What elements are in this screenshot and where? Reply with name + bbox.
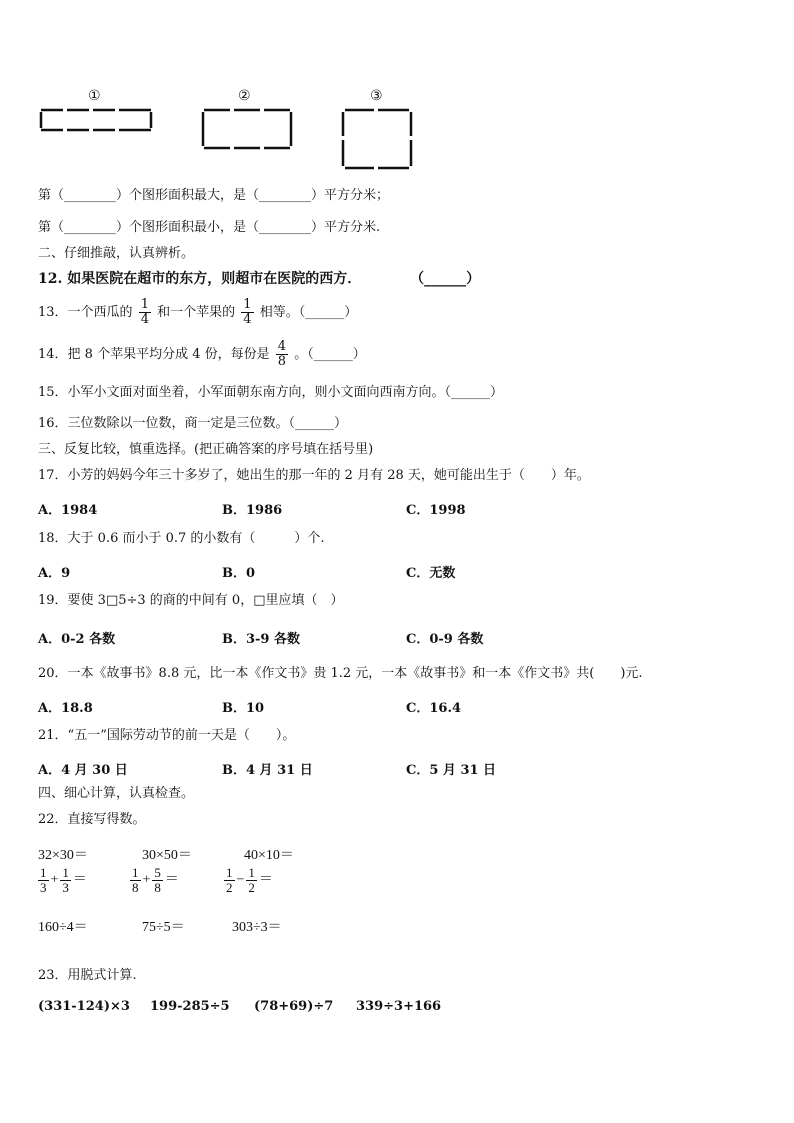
q22-row3-item1: 160÷4＝ (38, 920, 88, 935)
question-17-option-c: C．1998 (406, 503, 466, 518)
question-18-option-a: A．9 (38, 566, 71, 581)
q22-row2-item2: $\frac{1}{8}$ + $\frac{5}{8}$ ＝ (132, 865, 179, 895)
question-15: 15．小军小文面对面坐着，小军面朝东南方向，则小文面向西南方向。（______） (38, 385, 504, 400)
question-14-pre: 14．把 8 个苹果平均分成 4 份，每份是 (38, 347, 270, 362)
question-18-option-c: C．无数 (406, 566, 456, 581)
question-19-option-a: A．0-2 各数 (38, 632, 116, 647)
q23-item1: (331-124)×3 (38, 999, 130, 1014)
question-13-post: 相等。（______） (259, 305, 358, 320)
question-16: 16．三位数除以一位数，商一定是三位数。（______） (38, 416, 348, 431)
q23-item4: 339÷3+166 (356, 999, 442, 1014)
question-21-option-c: C．5 月 31 日 (406, 763, 497, 778)
fraction-one-quarter-2: $\frac{1}{4}$ (243, 297, 252, 327)
question-22-title: 22．直接写得数。 (38, 812, 146, 827)
q22-row3-item2: 75÷5＝ (142, 920, 185, 935)
question-21-option-b: B．4 月 31 日 (222, 763, 313, 778)
question-12-text: 12. 如果医院在超市的东方，则超市在医院的西方． (38, 271, 362, 287)
section-2-title: 二、仔细推敲，认真辨析。 (38, 246, 195, 261)
q22-row1-item2: 30×50＝ (142, 848, 192, 863)
figure-1-rectangle (38, 106, 154, 134)
question-20-option-a: A．18.8 (38, 701, 93, 716)
question-20-option-b: B．10 (222, 701, 265, 716)
figure-2-label: ② (238, 88, 251, 104)
area-question-smallest: 第（________）个图形面积最小，是（________）平方分米. (38, 220, 381, 235)
question-17-option-b: B．1986 (222, 503, 283, 518)
q22-row2-item1: $\frac{1}{3}$ + $\frac{1}{3}$ ＝ (40, 865, 87, 895)
question-12 (38, 271, 480, 287)
question-13-mid: 和一个苹果的 (157, 305, 236, 320)
question-14-post: 。（______） (294, 347, 366, 362)
figure-3-square (340, 106, 414, 172)
fraction-one-quarter-1: $\frac{1}{4}$ (140, 297, 149, 327)
question-13 (38, 298, 357, 327)
q22-row1-item3: 40×10＝ (244, 848, 294, 863)
section-3-title: 三、反复比较，慎重选择。(把正确答案的序号填在括号里) (38, 442, 374, 457)
question-19: 19．要使 3□5÷3 的商的中间有 0，□里应填（ ） (38, 593, 344, 608)
question-12-blank: （______） (410, 271, 481, 287)
figure-1-label: ① (88, 88, 101, 104)
question-23-title: 23．用脱式计算. (38, 968, 137, 983)
question-20-option-c: C．16.4 (406, 701, 462, 716)
figure-3-label: ③ (370, 88, 383, 104)
question-21: 21．“五一”国际劳动节的前一天是（ ）。 (38, 728, 296, 743)
q22-row1-item1: 32×30＝ (38, 848, 88, 863)
question-14 (38, 340, 366, 369)
question-21-option-a: A．4 月 30 日 (38, 763, 128, 778)
question-17: 17．小芳的妈妈今年三十多岁了，她出生的那一年的 2 月有 28 天，她可能出生于（ ）年。 (38, 468, 590, 483)
fraction-four-eighths: $\frac{4}{8}$ (277, 339, 287, 369)
q23-item3: (78+69)÷7 (254, 999, 334, 1014)
q23-item2: 199-285÷5 (150, 999, 230, 1014)
section-4-title: 四、细心计算，认真检查。 (38, 786, 195, 801)
question-13-pre: 13．一个西瓜的 (38, 305, 133, 320)
question-19-option-b: B．3-9 各数 (222, 632, 301, 647)
question-18-option-b: B．0 (222, 566, 256, 581)
figure-2-rectangle (200, 106, 294, 152)
question-17-option-a: A．1984 (38, 503, 98, 518)
q22-row3-item3: 303÷3＝ (232, 920, 282, 935)
question-20: 20．一本《故事书》8.8 元，比一本《作文书》贵 1.2 元，一本《故事书》和一本《作文书》共( )元. (38, 666, 643, 681)
question-18: 18．大于 0.6 而小于 0.7 的小数有（ ）个. (38, 531, 325, 546)
question-19-option-c: C．0-9 各数 (406, 632, 484, 647)
area-question-largest: 第（________）个图形面积最大，是（________）平方分米； (38, 188, 390, 203)
q22-row2-item3: $\frac{1}{2}$ − $\frac{1}{2}$ ＝ (226, 865, 273, 895)
